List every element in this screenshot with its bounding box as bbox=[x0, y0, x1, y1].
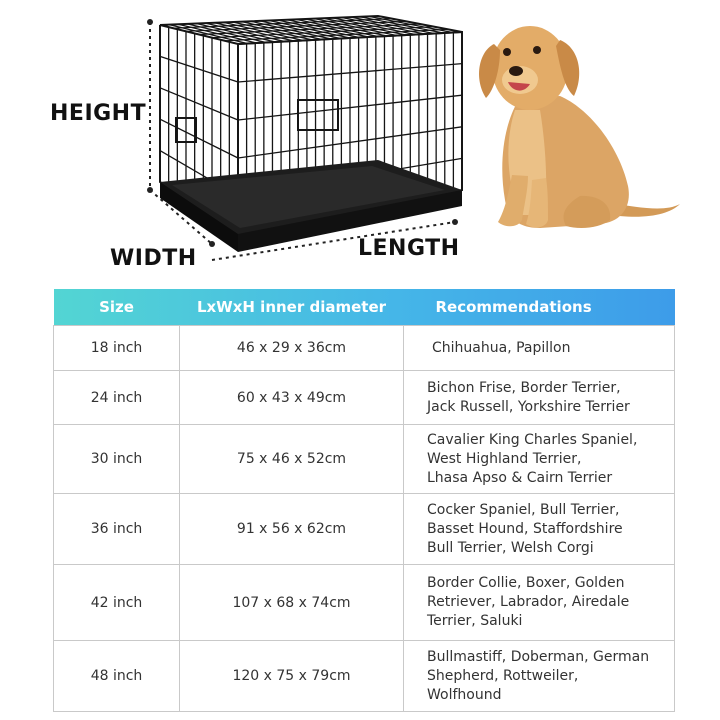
recommendation-line: Bichon Frise, Border Terrier, bbox=[427, 379, 621, 396]
header-size: Size bbox=[99, 298, 134, 316]
recommendation-line: Border Collie, Boxer, Golden bbox=[427, 575, 625, 591]
recommendations-cell bbox=[404, 494, 675, 565]
size-cell: 18 inch bbox=[54, 326, 180, 371]
table-row bbox=[54, 371, 675, 425]
recommendation-line: Chihuahua, Papillon bbox=[432, 339, 571, 356]
recommendations-cell bbox=[404, 641, 675, 712]
dimensions-cell: 60 x 43 x 49cm bbox=[180, 371, 404, 425]
table-header-row bbox=[54, 289, 675, 326]
table-row bbox=[54, 425, 675, 494]
recommendations-cell bbox=[404, 565, 675, 641]
table-row bbox=[54, 641, 675, 712]
recommendations-cell bbox=[404, 326, 675, 371]
size-cell: 42 inch bbox=[54, 565, 180, 641]
size-cell: 30 inch bbox=[54, 425, 180, 494]
dimensions-cell: 75 x 46 x 52cm bbox=[180, 425, 404, 494]
height-label: HEIGHT bbox=[50, 101, 147, 126]
size-chart-table bbox=[53, 289, 675, 712]
length-label: LENGTH bbox=[358, 236, 460, 261]
header-recommendations: Recommendations bbox=[435, 298, 592, 316]
dimensions-cell: 120 x 75 x 79cm bbox=[180, 641, 404, 712]
recommendation-line: Bullmastiff, Doberman, German bbox=[427, 648, 650, 665]
recommendation-line: Lhasa Apso & Cairn Terrier bbox=[427, 469, 613, 486]
recommendation-line: Shepherd, Rottweiler, bbox=[427, 667, 579, 684]
size-cell: 24 inch bbox=[54, 371, 180, 425]
recommendation-line: Jack Russell, Yorkshire Terrier bbox=[427, 398, 630, 415]
recommendation-line: Cavalier King Charles Spaniel, bbox=[427, 431, 638, 448]
dimensions-cell: 107 x 68 x 74cm bbox=[180, 565, 404, 641]
recommendation-line: West Highland Terrier, bbox=[427, 450, 582, 467]
size-chart-table-container bbox=[53, 289, 674, 711]
header-dimensions: LxWxH inner diameter bbox=[196, 298, 387, 316]
recommendation-line: Cocker Spaniel, Bull Terrier, bbox=[427, 501, 620, 518]
table-row bbox=[54, 565, 675, 641]
size-cell: 48 inch bbox=[54, 641, 180, 712]
size-cell: 36 inch bbox=[54, 494, 180, 565]
recommendations-cell bbox=[404, 371, 675, 425]
recommendations-cell bbox=[404, 425, 675, 494]
table-row bbox=[54, 494, 675, 565]
width-label: WIDTH bbox=[110, 246, 197, 271]
recommendation-line: Bull Terrier, Welsh Corgi bbox=[427, 539, 594, 556]
dimensions-cell: 91 x 56 x 62cm bbox=[180, 494, 404, 565]
table-row bbox=[54, 326, 675, 371]
recommendation-line: Wolfhound bbox=[427, 686, 502, 703]
recommendation-line: Basset Hound, Staffordshire bbox=[427, 520, 623, 537]
recommendation-line: Terrier, Saluki bbox=[427, 613, 523, 629]
recommendation-line: Retriever, Labrador, Airedale bbox=[427, 594, 630, 610]
dimensions-cell: 46 x 29 x 36cm bbox=[180, 326, 404, 371]
